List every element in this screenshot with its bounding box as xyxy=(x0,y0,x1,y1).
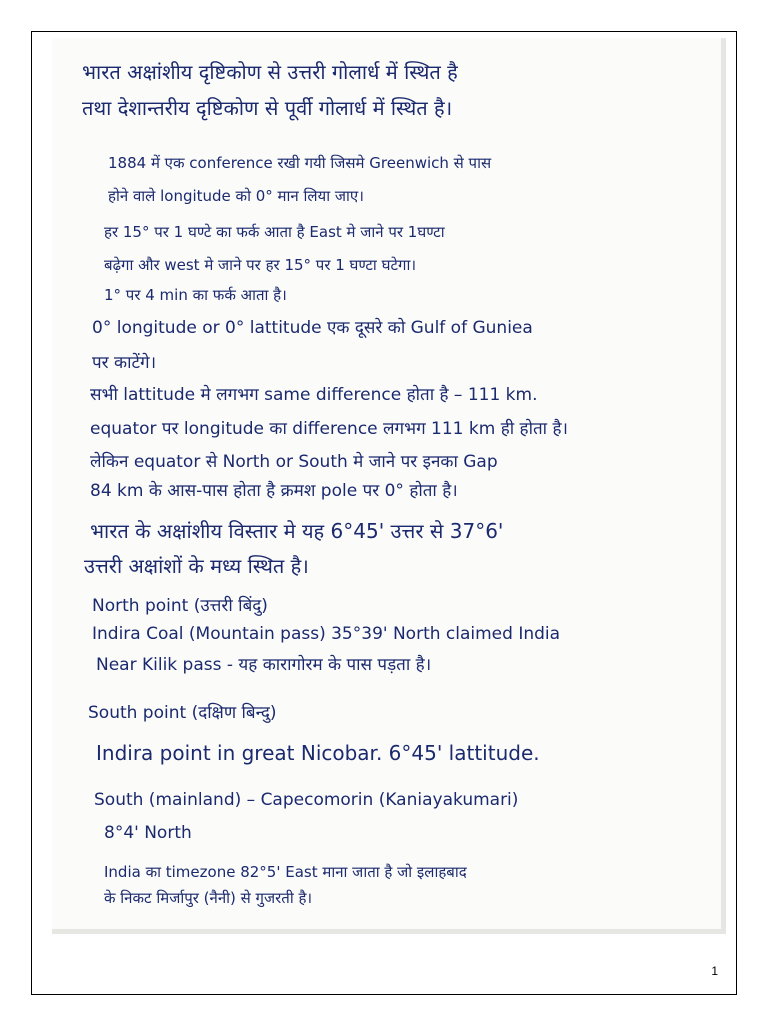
note-line-24: के निकट मिर्जापुर (नैनी) से गुजरती है। xyxy=(104,889,313,907)
note-line-11: equator पर longitude का difference लगभग 111 km ही होता है। xyxy=(90,419,568,439)
note-line-17: Indira Coal (Mountain pass) 35°39' North claimed India xyxy=(92,624,561,644)
note-line-1: भारत अक्षांशीय दृष्टिकोण से उत्तरी गोलार्ध में स्थित है xyxy=(82,60,458,84)
note-line-19: South point (दक्षिण बिन्दु) xyxy=(88,703,277,723)
note-line-23: India का timezone 82°5' East माना जाता है जो इलाहबाद xyxy=(104,863,467,881)
note-line-7: 1° पर 4 min का फर्क आता है। xyxy=(104,286,287,304)
note-line-13: 84 km के आस-पास होता है क्रमश pole पर 0° होता है। xyxy=(90,481,458,501)
note-line-15: उत्तरी अक्षांशों के मध्य स्थित है। xyxy=(84,554,309,578)
note-line-4: होने वाले longitude को 0° मान लिया जाए। xyxy=(108,187,364,205)
note-line-16: North point (उत्तरी बिंदु) xyxy=(92,596,268,616)
note-line-6: बढ़ेगा और west मे जाने पर हर 15° पर 1 घण्टा घटेगा। xyxy=(104,256,417,274)
note-line-20: Indira point in great Nicobar. 6°45' lattitude. xyxy=(96,741,540,765)
note-line-5: हर 15° पर 1 घण्टे का फर्क आता है East मे जाने पर 1घण्टा xyxy=(104,223,445,241)
note-line-18: Near Kilik pass - यह कारागोरम के पास पड़ता है। xyxy=(96,655,432,675)
note-line-12: लेकिन equator से North or South मे जाने पर इनका Gap xyxy=(90,452,498,472)
note-line-3: 1884 में एक conference रखी गयी जिसमे Greenwich से पास xyxy=(108,154,492,172)
note-line-9: पर काटेंगे। xyxy=(92,353,157,373)
note-line-8: 0° longitude or 0° lattitude एक दूसरे को Gulf of Guniea xyxy=(92,318,533,338)
note-line-22: 8°4' North xyxy=(104,823,192,843)
note-line-10: सभी lattitude मे लगभग same difference होता है – 111 km. xyxy=(90,385,538,405)
note-line-21: South (mainland) – Capecomorin (Kaniayakumari) xyxy=(94,790,519,810)
note-line-14: भारत के अक्षांशीय विस्तार मे यह 6°45' उत्तर से 37°6' xyxy=(90,519,504,543)
page-number: 1 xyxy=(711,964,718,978)
note-line-2: तथा देशान्तरीय दृष्टिकोण से पूर्वी गोलार्ध में स्थित है। xyxy=(82,96,453,120)
